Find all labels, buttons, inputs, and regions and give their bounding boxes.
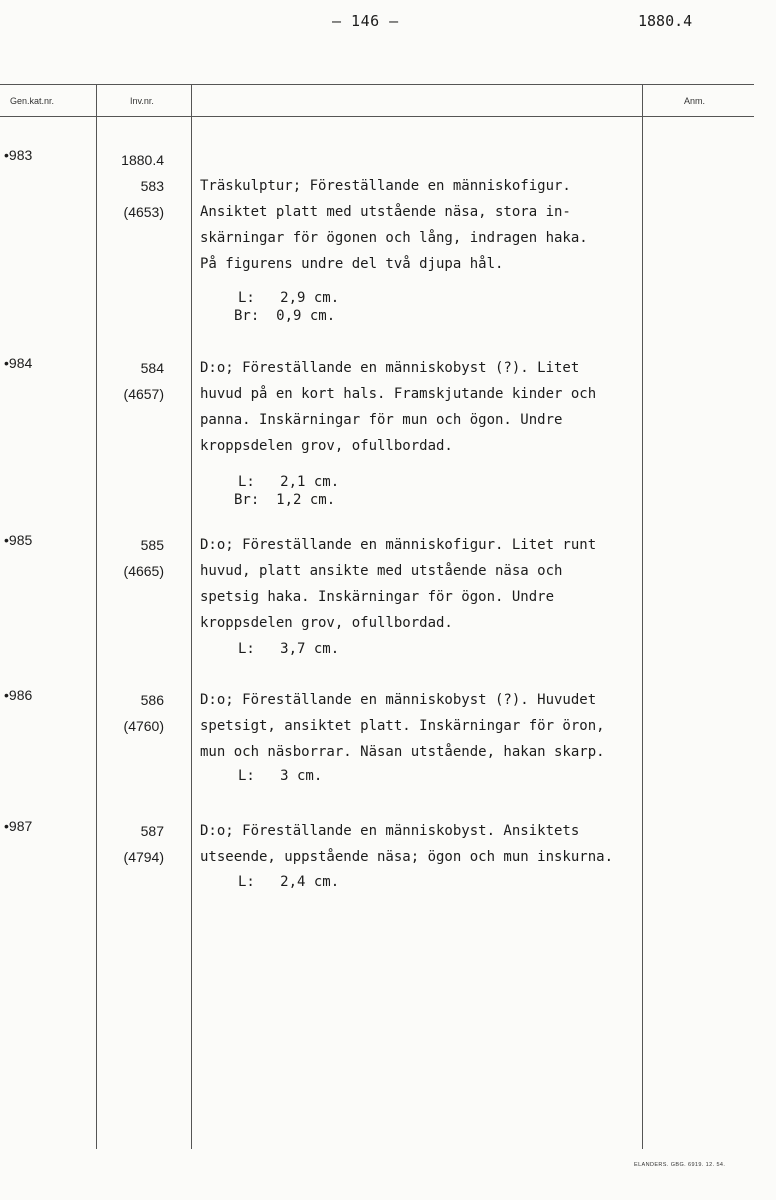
measurement: Br: 0,9 cm. xyxy=(234,308,336,324)
description-line: huvud på en kort hals. Framskjutande kinder och xyxy=(200,386,597,402)
entry-description xyxy=(200,818,645,870)
measurement: L: 3 cm. xyxy=(238,768,323,784)
description-line: D:o; Föreställande en människobyst (?). Huvudet xyxy=(200,692,597,708)
inv-number: 586 xyxy=(140,692,164,708)
header-reference: 1880.4 xyxy=(638,12,693,30)
inv-number: 583 xyxy=(140,178,164,194)
entry-description xyxy=(200,532,645,636)
measurement: L: 2,1 cm. xyxy=(238,474,340,490)
description-line: spetsigt, ansiktet platt. Inskärningar för öron, xyxy=(200,718,605,734)
description-line: D:o; Föreställande en människobyst. Ansiktets xyxy=(200,823,580,839)
inv-numbers xyxy=(100,532,164,584)
description-line: spetsig haka. Inskärningar för ögon. Undre xyxy=(200,589,555,605)
description-line: På figurens undre del två djupa hål. xyxy=(200,256,504,272)
description-line: utseende, uppstående näsa; ögon och mun inskurna. xyxy=(200,849,614,865)
inv-numbers xyxy=(100,147,164,225)
gen-kat-number: •987 xyxy=(4,818,33,834)
column-header-inv-nr: Inv.nr. xyxy=(130,96,154,106)
gen-kat-number: •984 xyxy=(4,355,33,371)
description-line: huvud, platt ansikte med utstående näsa och xyxy=(200,563,563,579)
column-divider-inv-desc xyxy=(191,84,192,1149)
description-line: Ansiktet platt med utstående näsa, stora in- xyxy=(200,204,571,220)
measurement: L: 2,4 cm. xyxy=(238,874,340,890)
description-line: skärningar för ögonen och lång, indragen haka. xyxy=(200,230,588,246)
table-header-rule xyxy=(0,116,754,117)
inv-number: 587 xyxy=(140,823,164,839)
measurement: Br: 1,2 cm. xyxy=(234,492,336,508)
inv-numbers xyxy=(100,687,164,739)
inv-number: (4760) xyxy=(123,718,164,734)
inv-number: 585 xyxy=(140,537,164,553)
entry-description xyxy=(200,147,645,277)
column-header-anm: Anm. xyxy=(684,96,706,106)
inv-numbers xyxy=(100,818,164,870)
inv-number: 1880.4 xyxy=(121,152,164,168)
gen-kat-number: •983 xyxy=(4,147,33,163)
description-line: D:o; Föreställande en människofigur. Litet runt xyxy=(200,537,597,553)
measurement: L: 3,7 cm. xyxy=(238,641,340,657)
inv-number: (4794) xyxy=(123,849,164,865)
entry-description xyxy=(200,687,645,765)
inv-numbers xyxy=(100,355,164,407)
description-line: kroppsdelen grov, ofullbordad. xyxy=(200,615,453,631)
entry-description xyxy=(200,355,645,459)
gen-kat-number: •985 xyxy=(4,532,33,548)
printer-mark: ELANDERS. GBG. 6919. 12. 54. xyxy=(634,1162,726,1168)
column-divider-gen-inv xyxy=(96,84,97,1149)
description-line: mun och näsborrar. Näsan utstående, hakan skarp. xyxy=(200,744,605,760)
inv-number: 584 xyxy=(140,360,164,376)
description-line: kroppsdelen grov, ofullbordad. xyxy=(200,438,453,454)
inv-number: (4665) xyxy=(123,563,164,579)
gen-kat-number: •986 xyxy=(4,687,33,703)
description-line xyxy=(200,147,645,173)
page-number: — 146 — xyxy=(332,12,399,30)
description-line: D:o; Föreställande en människobyst (?). Litet xyxy=(200,360,580,376)
inv-number: (4657) xyxy=(123,386,164,402)
description-line: Träskulptur; Föreställande en människofigur. xyxy=(200,178,571,194)
inv-number: (4653) xyxy=(123,204,164,220)
column-header-gen-kat-nr: Gen.kat.nr. xyxy=(10,96,55,106)
table-top-rule xyxy=(0,84,754,85)
description-line: panna. Inskärningar för mun och ögon. Undre xyxy=(200,412,563,428)
measurement: L: 2,9 cm. xyxy=(238,290,340,306)
